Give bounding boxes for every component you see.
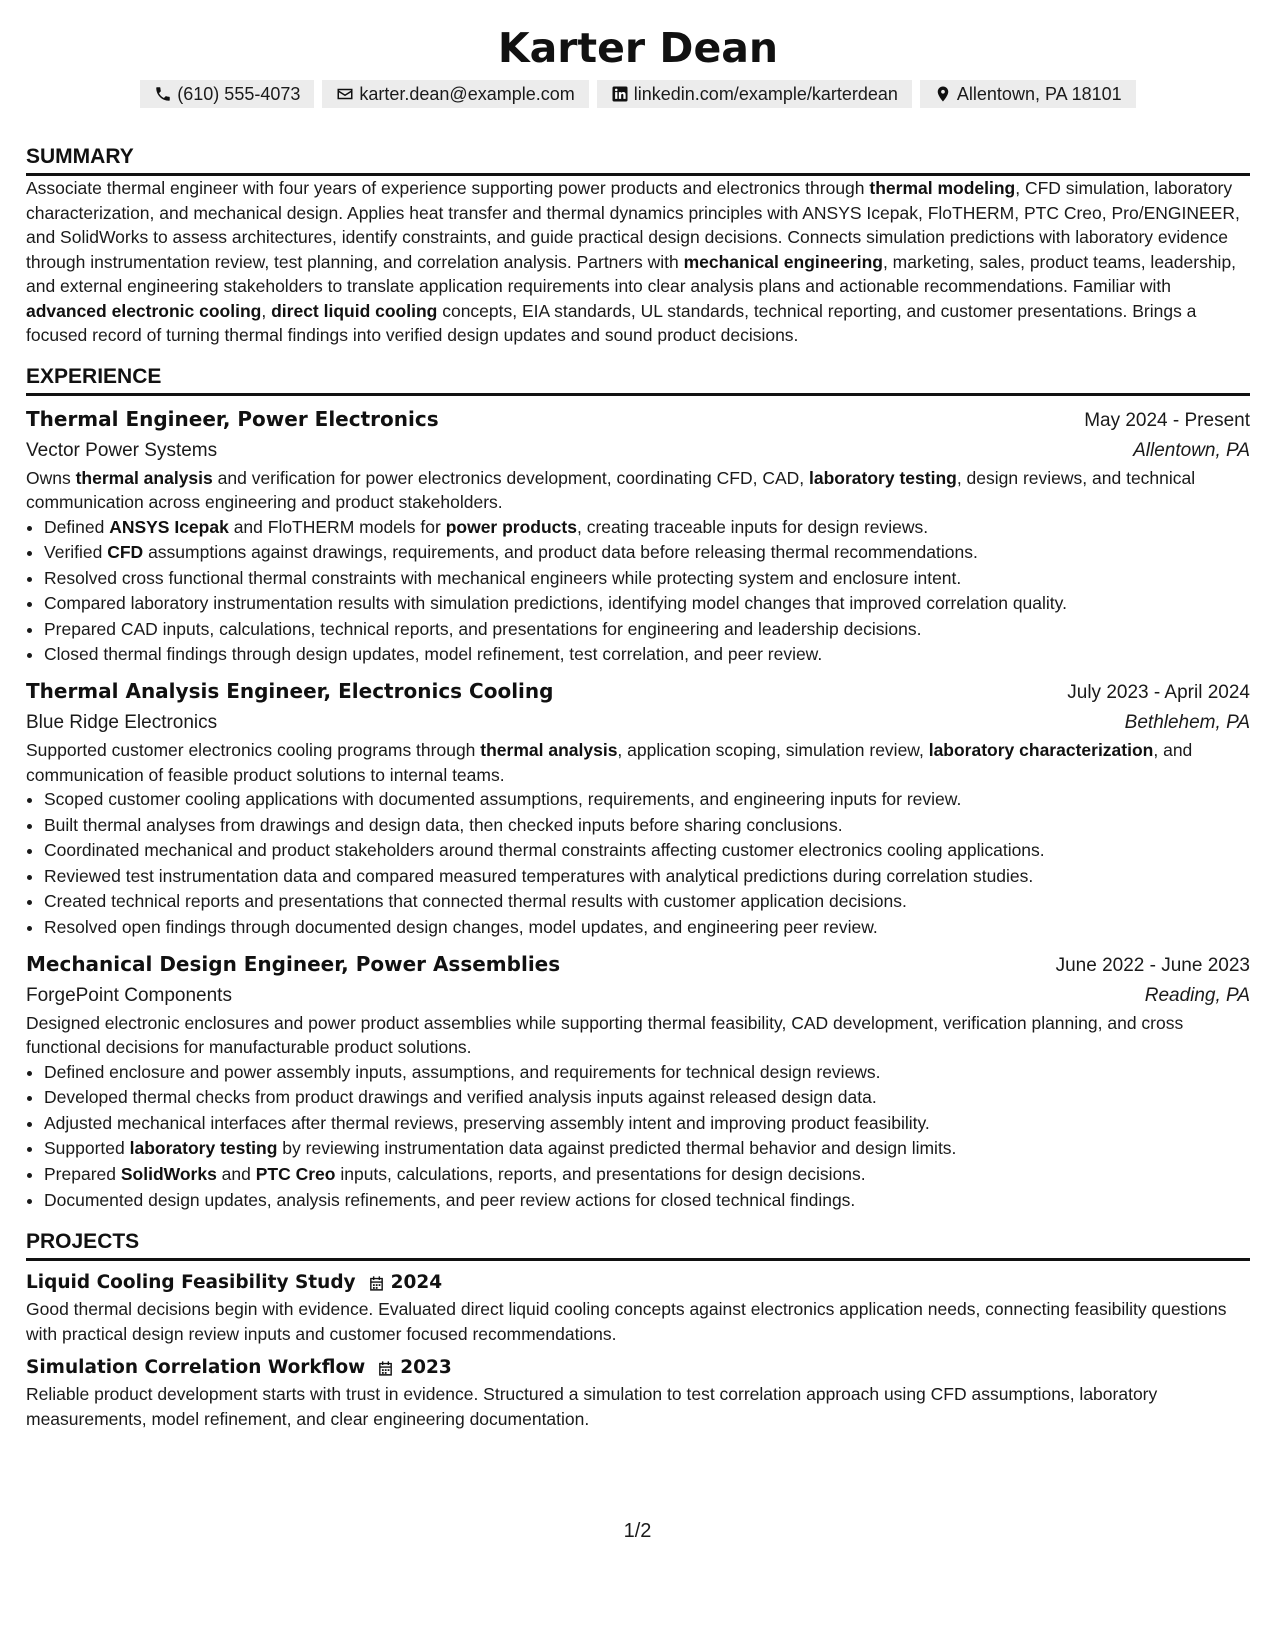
company-name: ForgePoint Components [26,984,232,1006]
bullet-item [44,1085,1250,1111]
job-entry [26,404,1250,669]
text-run: Verified [44,542,108,563]
bold-keyword: CFD [107,542,144,563]
job-description [26,1011,1250,1060]
page-number: 1/2 [623,1520,652,1542]
job-title: Thermal Engineer, Power Electronics [26,406,439,431]
bullet-item [44,889,1250,915]
bold-keyword: laboratory testing [129,1138,278,1159]
bold-keyword: laboratory characterization [928,740,1154,761]
text-run: Supported [44,1138,130,1159]
email-address: karter.dean@example.com [359,84,575,104]
text-run: and [216,1164,256,1184]
bold-keyword: laboratory testing [809,467,957,488]
job-location: Bethlehem, PA [1124,712,1250,734]
summary-heading: SUMMARY [26,144,1250,176]
text-run: by reviewing instrumentation data against predicted thermal behavior and design limits. [277,1138,957,1159]
contact-location [920,80,1136,108]
bullet-item [44,1162,1250,1188]
text-run: Adjusted mechanical interfaces after thermal reviews, preserving assembly intent and improving product feasibility. [44,1112,930,1133]
phone-icon [154,85,172,103]
candidate-name: Karter Dean [497,24,779,72]
text-run: Supported customer electronics cooling programs through [26,740,481,761]
bullet-item [44,813,1250,839]
job-entry [26,949,1250,1214]
bullet-item [44,617,1250,643]
contact-phone[interactable] [140,80,314,108]
text-run: and FloTHERM models for [228,516,446,537]
text-run: , application scoping, simulation review, [617,740,929,761]
bold-keyword: PTC Creo [255,1164,336,1184]
job-description [26,738,1250,787]
text-run: Associate thermal engineer with four years of experience supporting power products and electronics through [26,178,870,198]
bullet-item [44,566,1250,592]
text-run: Defined enclosure and power assembly inputs, assumptions, and requirements for technical design reviews. [44,1061,881,1082]
project-entry [26,1354,1250,1431]
bullet-item [44,1111,1250,1137]
contact-linkedin[interactable] [597,80,912,108]
linkedin-url: linkedin.com/example/karterdean [633,84,898,104]
company-name: Vector Power Systems [26,439,218,461]
company-name: Blue Ridge Electronics [26,712,218,734]
bold-keyword: mechanical engineering [683,251,883,272]
job-dates: July 2023 - April 2024 [1067,682,1250,704]
calendar-icon [368,1275,385,1292]
text-run: , [261,300,272,321]
job-dates: June 2022 - June 2023 [1055,954,1250,976]
location-pin-icon [934,85,952,103]
bold-keyword: thermal modeling [869,178,1016,198]
text-run: Closed thermal findings through design updates, model refinement, test correlation, and peer review. [44,644,823,665]
project-year: 2024 [390,1272,443,1294]
contact-email[interactable] [322,80,588,108]
bullet-item [44,915,1250,941]
job-title: Mechanical Design Engineer, Power Assemblies [26,951,561,976]
job-bullets [26,787,1250,941]
bold-keyword: advanced electronic cooling [26,300,262,321]
text-run: Built thermal analyses from drawings and design data, then checked inputs before sharing conclusions. [44,814,843,835]
project-year: 2023 [400,1357,452,1379]
phone-number: (610) 555-4073 [177,84,301,104]
bullet-item [44,787,1250,813]
job-location: Allentown, PA [1133,439,1250,461]
projects-heading: PROJECTS [26,1229,1250,1261]
bold-keyword: power products [445,516,577,537]
text-run: inputs, calculations, reports, and presentations for design decisions. [335,1164,866,1184]
job-entry [26,676,1250,941]
bullet-item [44,1136,1250,1162]
bold-keyword: thermal analysis [480,740,618,761]
job-bullets [26,515,1250,669]
bullet-item [44,838,1250,864]
text-run: Created technical reports and presentations that connected thermal results with customer application decisions. [44,891,907,912]
text-run: Scoped customer cooling applications with documented assumptions, requirements, and engineering inputs for review. [44,789,962,810]
text-run: Coordinated mechanical and product stakeholders around thermal constraints affecting customer electronics cooling applications. [44,840,1045,861]
text-run: Compared laboratory instrumentation results with simulation predictions, identifying model changes that improved correlation quality. [44,593,1067,614]
text-run: Resolved cross functional thermal constraints with mechanical engineers while protecting system and enclosure intent. [44,567,962,588]
linkedin-icon [611,85,629,103]
bullet-item [44,1060,1250,1086]
text-run: , marketing, sales, product teams, leadership, and external engineering stakeholders to translate application requirements into clear analysis plans and actionable recommendations. Familiar with [26,251,1237,296]
text-run: , CFD simulation, laboratory characterization, and mechanical design. Applies heat transfer and thermal dynamics principles with ANSYS Icepak, FloTHERM, PTC Creo, Pro/ENGINEER, and SolidWorks to assess architectures, identify constraints, and guide practical design decisions. Connects simulation predictions with laboratory evidence through instrumentation review, test planning, and correlation analysis. Partners with [26,178,1240,272]
text-run: Owns [26,467,76,488]
bullet-item [44,540,1250,566]
bullet-item [44,591,1250,617]
text-run: and verification for power electronics development, coordinating CFD, CAD, [212,467,810,488]
bullet-item [44,642,1250,668]
project-entry [26,1269,1250,1346]
text-run: Prepared CAD inputs, calculations, technical reports, and presentations for engineering and leadership decisions. [44,618,922,639]
job-location: Reading, PA [1144,984,1250,1006]
bold-keyword: ANSYS Icepak [109,516,229,537]
envelope-icon [336,85,354,103]
bullet-item [44,864,1250,890]
bold-keyword: thermal analysis [75,467,213,488]
experience-heading: EXPERIENCE [26,364,1250,396]
project-name: Liquid Cooling Feasibility Study [26,1272,356,1294]
project-name: Simulation Correlation Workflow [26,1357,366,1379]
text-run: Defined [44,516,110,537]
location-text: Allentown, PA 18101 [956,84,1122,104]
text-run: Documented design updates, analysis refinements, and peer review actions for closed technical findings. [44,1189,856,1210]
text-run: concepts, EIA standards, UL standards, technical reporting, and customer presentations. Brings a focused record of turning thermal findings into verified design updates and sound product decisions. [26,300,1197,345]
contact-bar [26,80,1250,108]
text-run: Reviewed test instrumentation data and compared measured temperatures with analytical predictions during correlation studies. [44,865,1034,886]
text-run: assumptions against drawings, requirements, and product data before releasing thermal recommendations. [143,542,978,563]
text-run: Developed thermal checks from product drawings and verified analysis inputs against released design data. [44,1087,877,1108]
text-run: , and communication of feasible product solutions to internal teams. [26,740,1193,785]
summary-text [26,176,1250,348]
job-description [26,466,1250,515]
resume-page [26,22,1250,1431]
project-description: Good thermal decisions begin with evidence. Evaluated direct liquid cooling concepts against electronics application needs, connecting feasibility questions with practical design review inputs and customer focused recommendations. [26,1299,1227,1344]
bold-keyword: direct liquid cooling [271,300,438,321]
text-run: Prepared [44,1164,121,1184]
job-dates: May 2024 - Present [1084,409,1250,431]
bullet-item [44,1188,1250,1214]
bold-keyword: SolidWorks [120,1164,217,1184]
job-title: Thermal Analysis Engineer, Electronics Cooling [26,679,554,704]
job-bullets [26,1060,1250,1214]
text-run: , creating traceable inputs for design reviews. [576,516,929,537]
calendar-icon [377,1360,394,1377]
bullet-item [44,515,1250,541]
text-run: , design reviews, and technical communication across engineering and product stakeholders. [26,467,1196,512]
text-run: Resolved open findings through documented design changes, model updates, and engineering peer review. [44,917,878,938]
project-description: Reliable product development starts with trust in evidence. Structured a simulation to test correlation approach using CFD assumptions, laboratory measurements, model refinement, and clear engineering documentation. [26,1384,1158,1429]
text-run: Designed electronic enclosures and power product assemblies while supporting thermal feasibility, CAD development, verification planning, and cross functional decisions for manufacturable product solutions. [26,1012,1184,1058]
